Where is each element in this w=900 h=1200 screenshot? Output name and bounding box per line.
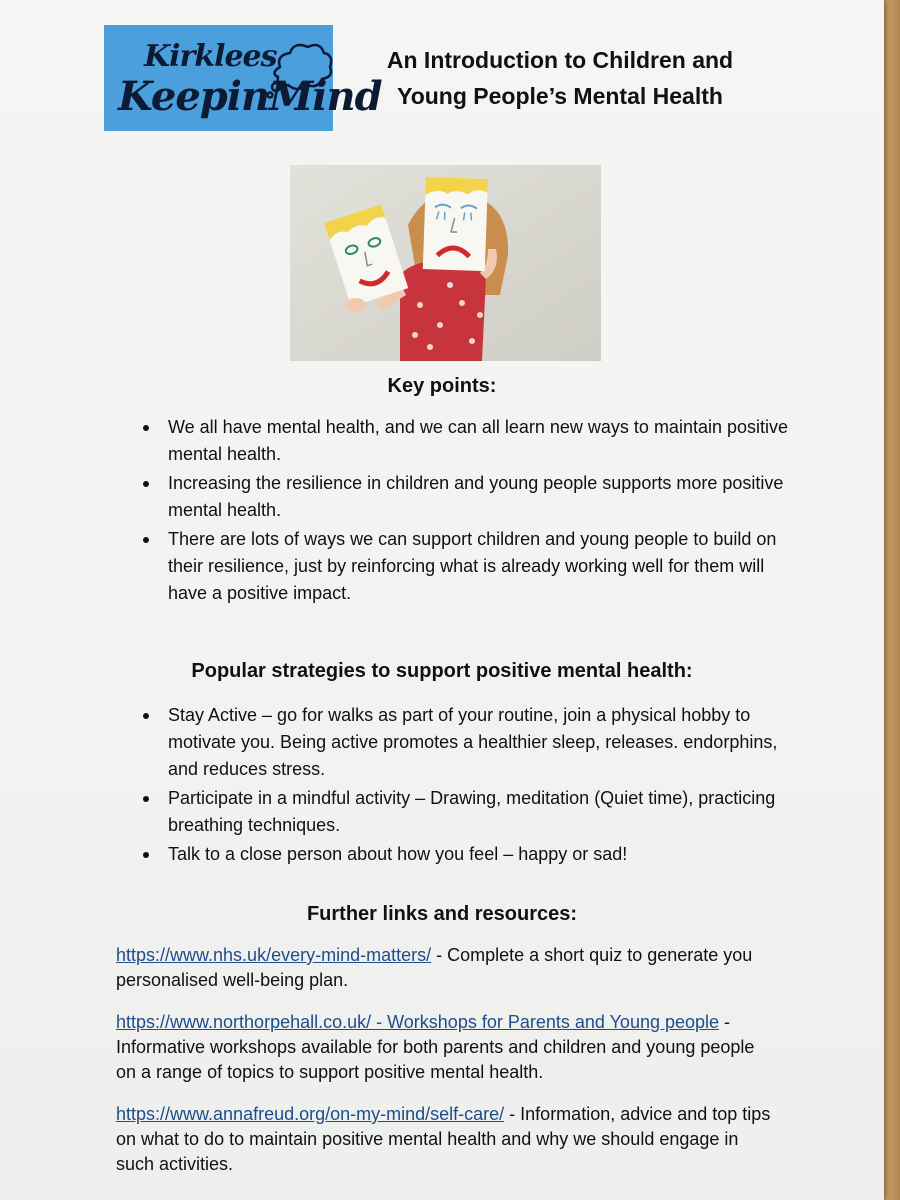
document-title xyxy=(350,42,770,114)
title-line-1: An Introduction to Children and xyxy=(386,47,734,73)
annafreud-self-care-link[interactable]: https://www.annafreud.org/on-my-mind/self-care/ xyxy=(116,1104,505,1124)
resource-description: - Information, advice and top tips on what to do to maintain positive mental health and why we should engage in such activities. xyxy=(116,1104,771,1174)
resource-description: - Complete a short quiz to generate you personalised well-being plan. xyxy=(116,945,753,990)
list-item: Talk to a close person about how you feel – happy or sad! xyxy=(168,841,788,868)
list-item: Participate in a mindful activity – Drawing, meditation (Quiet time), practicing breathing techniques. xyxy=(168,785,788,839)
strategies-list xyxy=(168,702,788,868)
list-item: We all have mental health, and we can all learn new ways to maintain positive mental health. xyxy=(168,414,788,468)
key-points-heading: Key points: xyxy=(387,375,497,397)
resources-list xyxy=(116,943,776,1194)
list-item: Increasing the resilience in children and young people supports more positive mental health. xyxy=(168,470,788,524)
child-with-face-drawings-photo xyxy=(290,165,601,361)
logo-keepinmind-text: KeepinMind xyxy=(118,73,382,120)
northorpehall-link[interactable]: https://www.northorpehall.co.uk/ - Workshops for Parents and Young people xyxy=(116,1012,720,1032)
nhs-every-mind-matters-link[interactable]: https://www.nhs.uk/every-mind-matters/ xyxy=(116,945,432,965)
resource-item xyxy=(116,1102,776,1177)
resource-item xyxy=(116,1010,776,1085)
key-points-list xyxy=(168,414,788,607)
list-item: There are lots of ways we can support children and young people to build on their resilience, just by reinforcing what is already working well for them will have a positive impact. xyxy=(168,526,788,607)
resources-heading: Further links and resources: xyxy=(306,903,578,925)
resource-item xyxy=(116,943,776,993)
title-line-2: Young People’s Mental Health xyxy=(397,83,723,109)
resource-description: - Informative workshops available for both parents and children and young people on a range of topics to support positive mental health. xyxy=(116,1012,755,1082)
logo-kirklees-text: Kirklees xyxy=(144,39,277,74)
kirklees-keepinmind-logo xyxy=(104,25,382,131)
strategies-heading: Popular strategies to support positive mental health: xyxy=(191,660,693,682)
list-item: Stay Active – go for walks as part of your routine, join a physical hobby to motivate you. Being active promotes a healthier sleep, releases. endorphins, and reduces stress. xyxy=(168,702,788,783)
